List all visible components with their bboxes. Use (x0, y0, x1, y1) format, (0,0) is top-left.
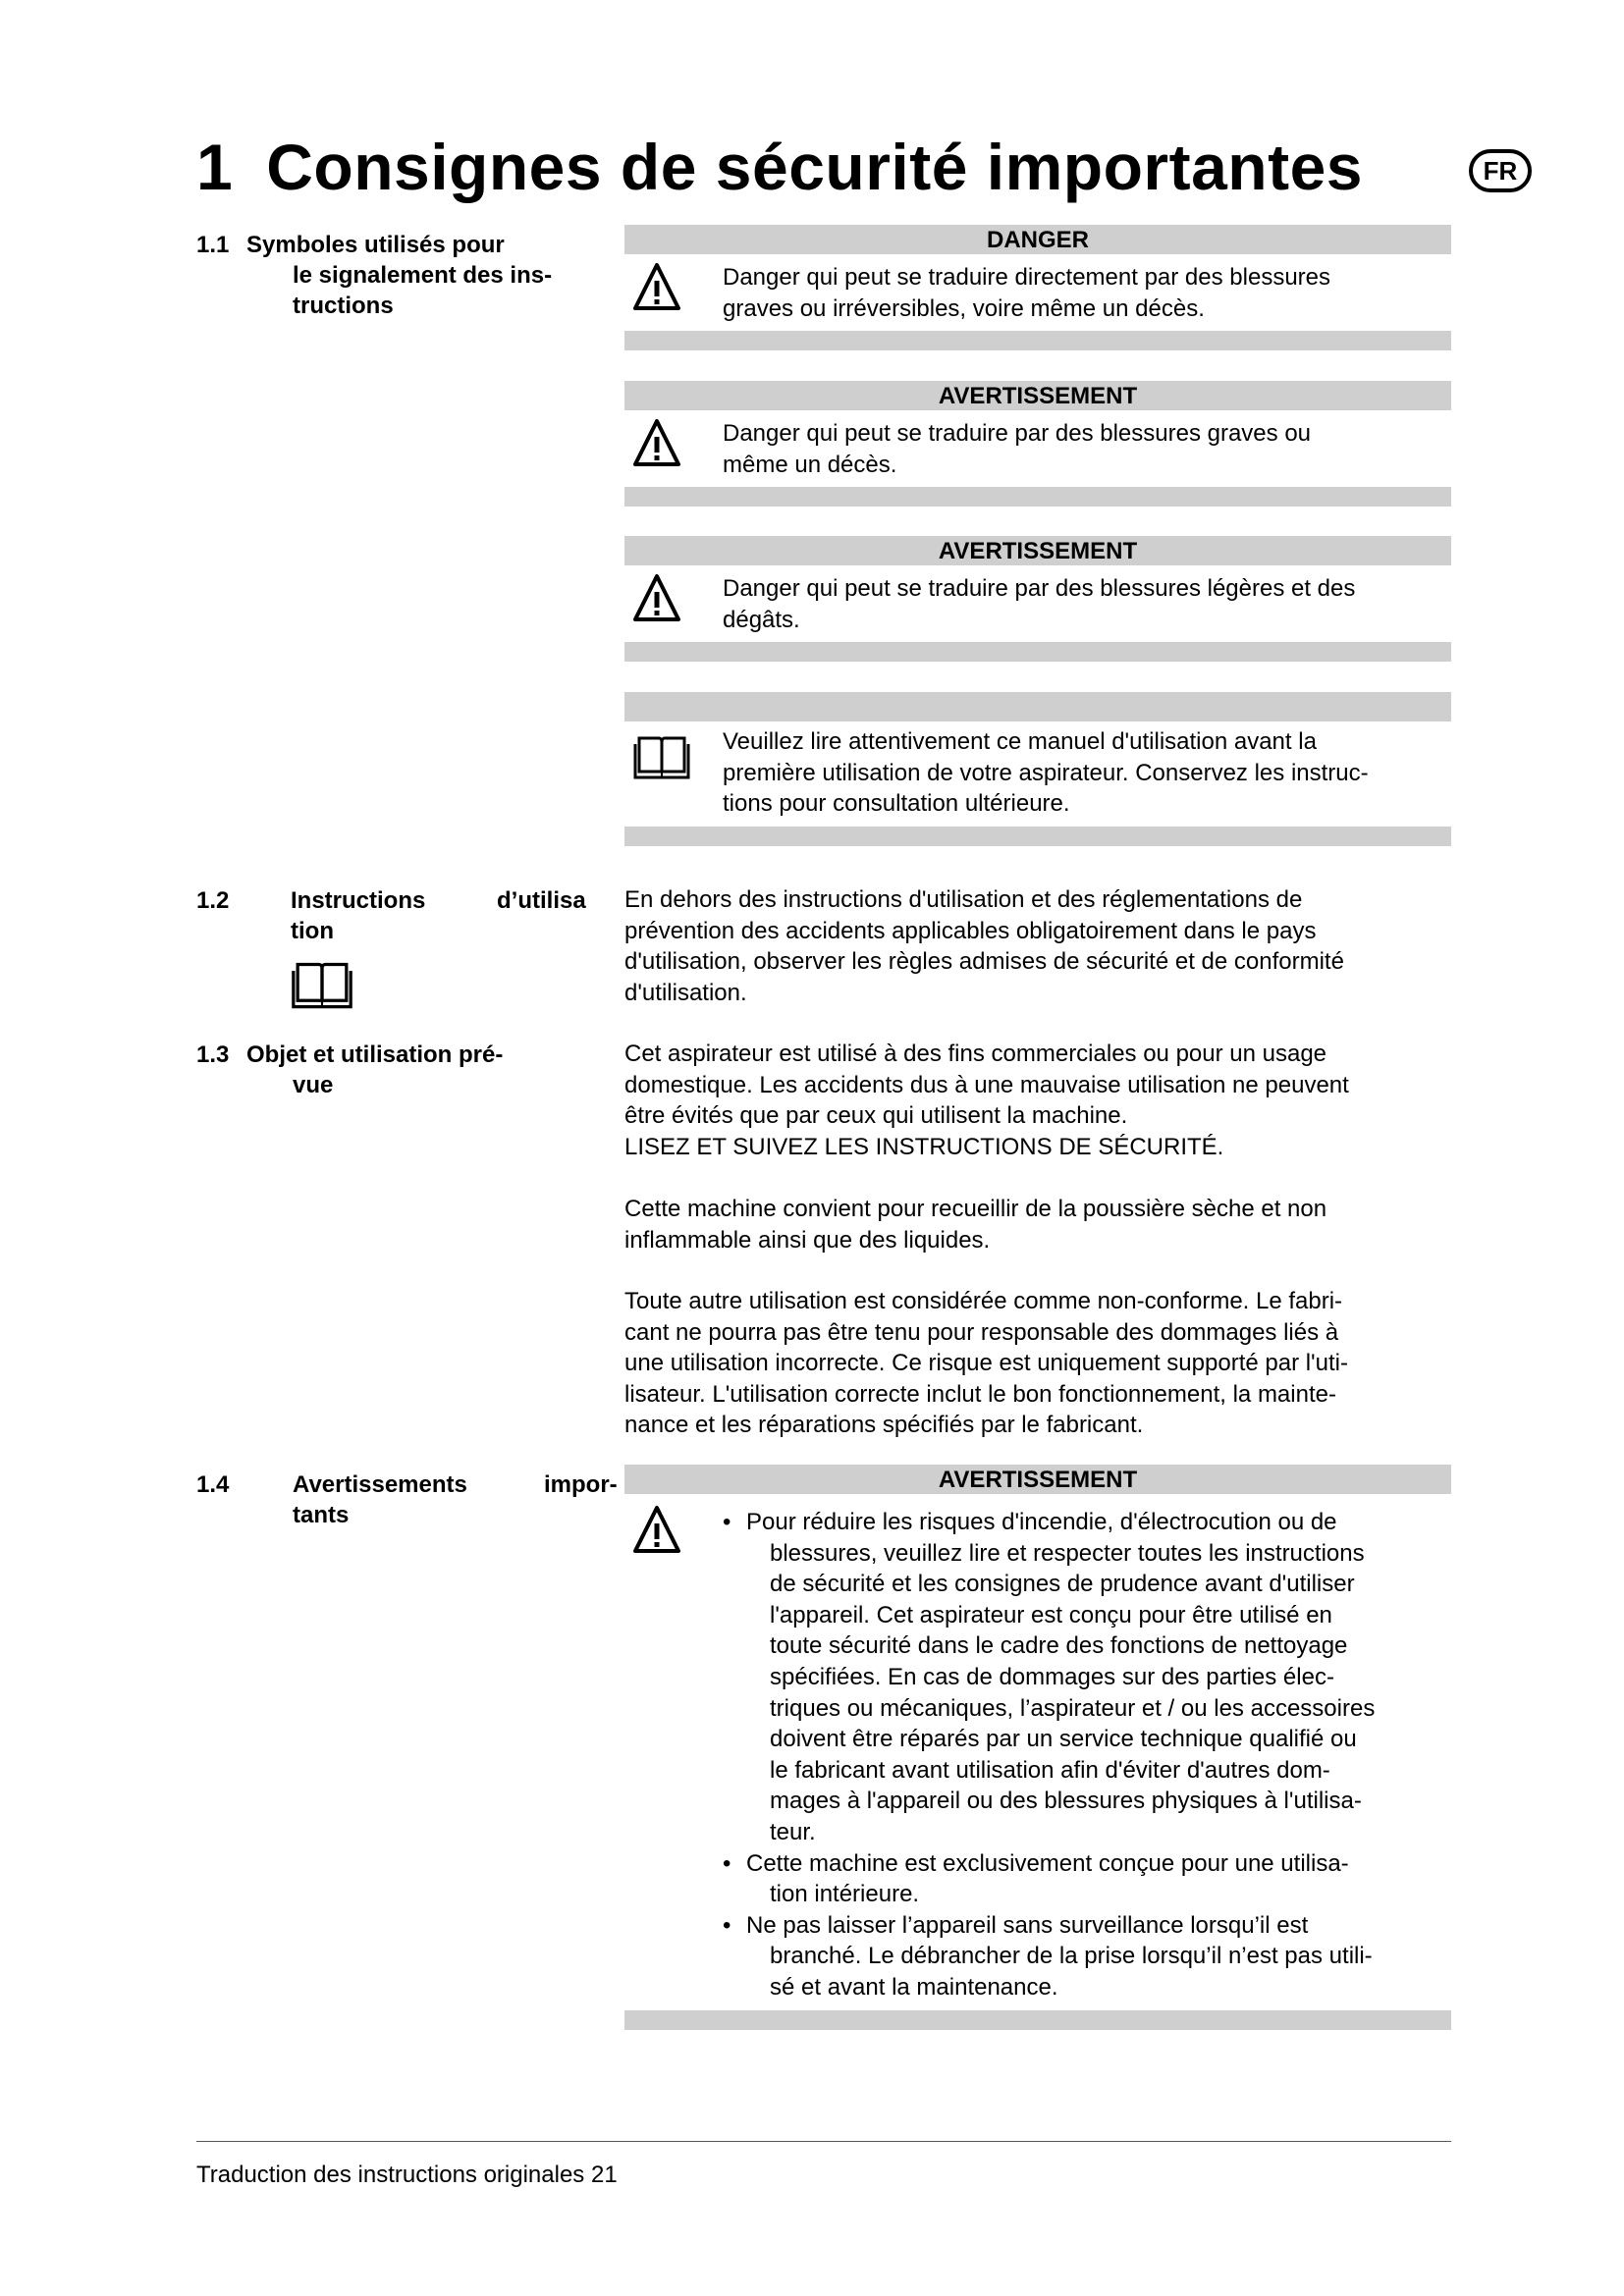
warning-triangle-icon (632, 572, 681, 625)
note-text (723, 726, 1369, 820)
section-1-3-paragraph-3 (624, 1286, 1348, 1441)
text-line: En dehors des instructions d'utilisation et des réglementations de (624, 886, 1303, 913)
text-line: branché. Le débrancher de la prise lorsqu’il n’est pas utili- (770, 1943, 1373, 1970)
text-line: nance et les réparations spécifiés par le fabricant. (624, 1412, 1144, 1438)
section-title-line: Objet et utilisation pré- (246, 1041, 504, 1068)
section-1-3-paragraph-2 (624, 1194, 1326, 1255)
note-title-bar (624, 692, 1451, 721)
text-line: Cette machine est exclusivement conçue pour une utilisa- (746, 1849, 1349, 1877)
warning-triangle-icon (632, 1504, 681, 1557)
manual-book-icon (291, 958, 353, 1011)
text-line: Cet aspirateur est utilisé à des fins commerciales ou pour un usage (624, 1041, 1327, 1067)
text-line: même un décès. (723, 451, 897, 478)
section-1-3-heading (196, 1040, 609, 1108)
text-line: mages à l'appareil ou des blessures physiques à l'utilisa- (770, 1788, 1362, 1815)
warning-title-bar: AVERTISSEMENT (624, 1465, 1451, 1494)
section-title-line: Instructions (291, 887, 426, 914)
text-line: Pour réduire les risques d'incendie, d'électrocution ou de (746, 1509, 1337, 1535)
text-line: d'utilisation, observer les règles admises de sécurité et de conformité (624, 948, 1344, 975)
text-line: le fabricant avant utilisation afin d'éviter d'autres dom- (770, 1756, 1330, 1784)
text-line: l'appareil. Cet aspirateur est conçu pour être utilisé en (770, 1601, 1332, 1629)
footer-divider (196, 2141, 1451, 2142)
section-title-line: vue (293, 1072, 334, 1098)
chapter-number: 1 (196, 131, 234, 203)
text-line: de sécurité et les consignes de prudence avant d'utiliser (770, 1571, 1355, 1598)
danger-title-bar: DANGER (624, 225, 1451, 254)
text-line: sé et avant la maintenance. (770, 1973, 1058, 2001)
warning-footer-bar (624, 487, 1451, 507)
warning-title-bar: AVERTISSEMENT (624, 381, 1451, 410)
warning-bullet-list (723, 1507, 1375, 2003)
text-line: Danger qui peut se traduire par des blessures graves ou (723, 420, 1312, 447)
text-line: lisateur. L'utilisation correcte inclut le bon fonctionnement, la mainte- (624, 1380, 1336, 1408)
danger-text (723, 262, 1330, 324)
warning-footer-bar (624, 2010, 1451, 2030)
section-1-3-paragraph-1 (624, 1039, 1349, 1162)
section-number: 1.1 (196, 232, 230, 258)
section-1-4-heading (196, 1469, 628, 1538)
text-line: une utilisation incorrecte. Ce risque est uniquement supporté par l'uti- (624, 1350, 1348, 1376)
text-line: doivent être réparés par un service technique qualifié ou (770, 1726, 1357, 1753)
section-number: 1.2 (196, 887, 230, 914)
section-1-2-heading (196, 885, 599, 954)
bullet-symbol: • (723, 1911, 731, 1939)
list-item (723, 1848, 1375, 1910)
section-title-line: d’utilisa (497, 887, 586, 914)
text-line: inflammable ainsi que des liquides. (624, 1226, 991, 1254)
section-1-2-text (624, 884, 1344, 1008)
bullet-symbol: • (723, 1509, 731, 1535)
section-title-line: tion (291, 918, 334, 944)
text-line: graves ou irréversibles, voire même un décès. (723, 294, 1205, 322)
text-line: Veuillez lire attentivement ce manuel d'utilisation avant la (723, 728, 1317, 755)
note-footer-bar (624, 827, 1451, 846)
warning-footer-bar (624, 642, 1451, 662)
bullet-symbol: • (723, 1849, 731, 1877)
section-title-line: impor- (544, 1471, 618, 1498)
text-line: tions pour consultation ultérieure. (723, 790, 1070, 817)
text-line: domestique. Les accidents dus à une mauvaise utilisation ne peuvent (624, 1071, 1349, 1098)
warning-text (723, 573, 1355, 635)
section-number: 1.3 (196, 1041, 230, 1068)
text-line: Toute autre utilisation est considérée comme non-conforme. Le fabri- (624, 1288, 1343, 1314)
section-title-line: tants (293, 1502, 350, 1528)
text-line: prévention des accidents applicables obligatoirement dans le pays (624, 917, 1317, 944)
warning-triangle-icon (632, 261, 681, 314)
text-line: spécifiées. En cas de dommages sur des parties élec- (770, 1663, 1334, 1690)
section-title-line: le signalement des ins- (293, 262, 553, 289)
section-title-line: Symboles utilisés pour (246, 232, 505, 258)
text-line: blessures, veuillez lire et respecter toutes les instructions (770, 1539, 1365, 1567)
text-line: première utilisation de votre aspirateur. Conservez les instruc- (723, 759, 1369, 786)
list-item (723, 1910, 1375, 2003)
text-line: toute sécurité dans le cadre des fonctions de nettoyage (770, 1632, 1348, 1660)
text-line: tion intérieure. (770, 1881, 920, 1908)
page-footer: Traduction des instructions originales 21 (196, 2162, 618, 2188)
danger-footer-bar (624, 331, 1451, 350)
chapter-title: Consignes de sécurité importantes (266, 131, 1363, 203)
text-line: teur. (770, 1818, 816, 1845)
text-line: Cette machine convient pour recueillir de la poussière sèche et non (624, 1196, 1327, 1222)
warning-text (723, 418, 1311, 480)
text-line: triques ou mécaniques, l’aspirateur et / ou les accessoires (770, 1694, 1376, 1722)
chapter-heading (196, 130, 1363, 204)
text-line: LISEZ ET SUIVEZ LES INSTRUCTIONS DE SÉCURITÉ. (624, 1133, 1224, 1160)
text-line: être évités que par ceux qui utilisent la machine. (624, 1102, 1128, 1129)
section-number: 1.4 (196, 1471, 230, 1498)
language-badge: FR (1469, 149, 1532, 192)
warning-triangle-icon (632, 417, 681, 470)
text-line: cant ne pourra pas être tenu pour responsable des dommages liés à (624, 1318, 1339, 1346)
text-line: Danger qui peut se traduire directement par des blessures (723, 264, 1331, 291)
text-line: dégâts. (723, 606, 800, 633)
text-line: Ne pas laisser l’appareil sans surveillance lorsqu’il est (746, 1911, 1309, 1939)
warning-title-bar: AVERTISSEMENT (624, 536, 1451, 565)
section-1-1-heading (196, 230, 609, 328)
section-title-line: Avertissements (293, 1471, 467, 1498)
text-line: d'utilisation. (624, 979, 747, 1006)
text-line: Danger qui peut se traduire par des blessures légères et des (723, 575, 1356, 602)
manual-book-icon (633, 732, 690, 781)
section-title-line: tructions (293, 293, 394, 319)
list-item (723, 1507, 1375, 1848)
